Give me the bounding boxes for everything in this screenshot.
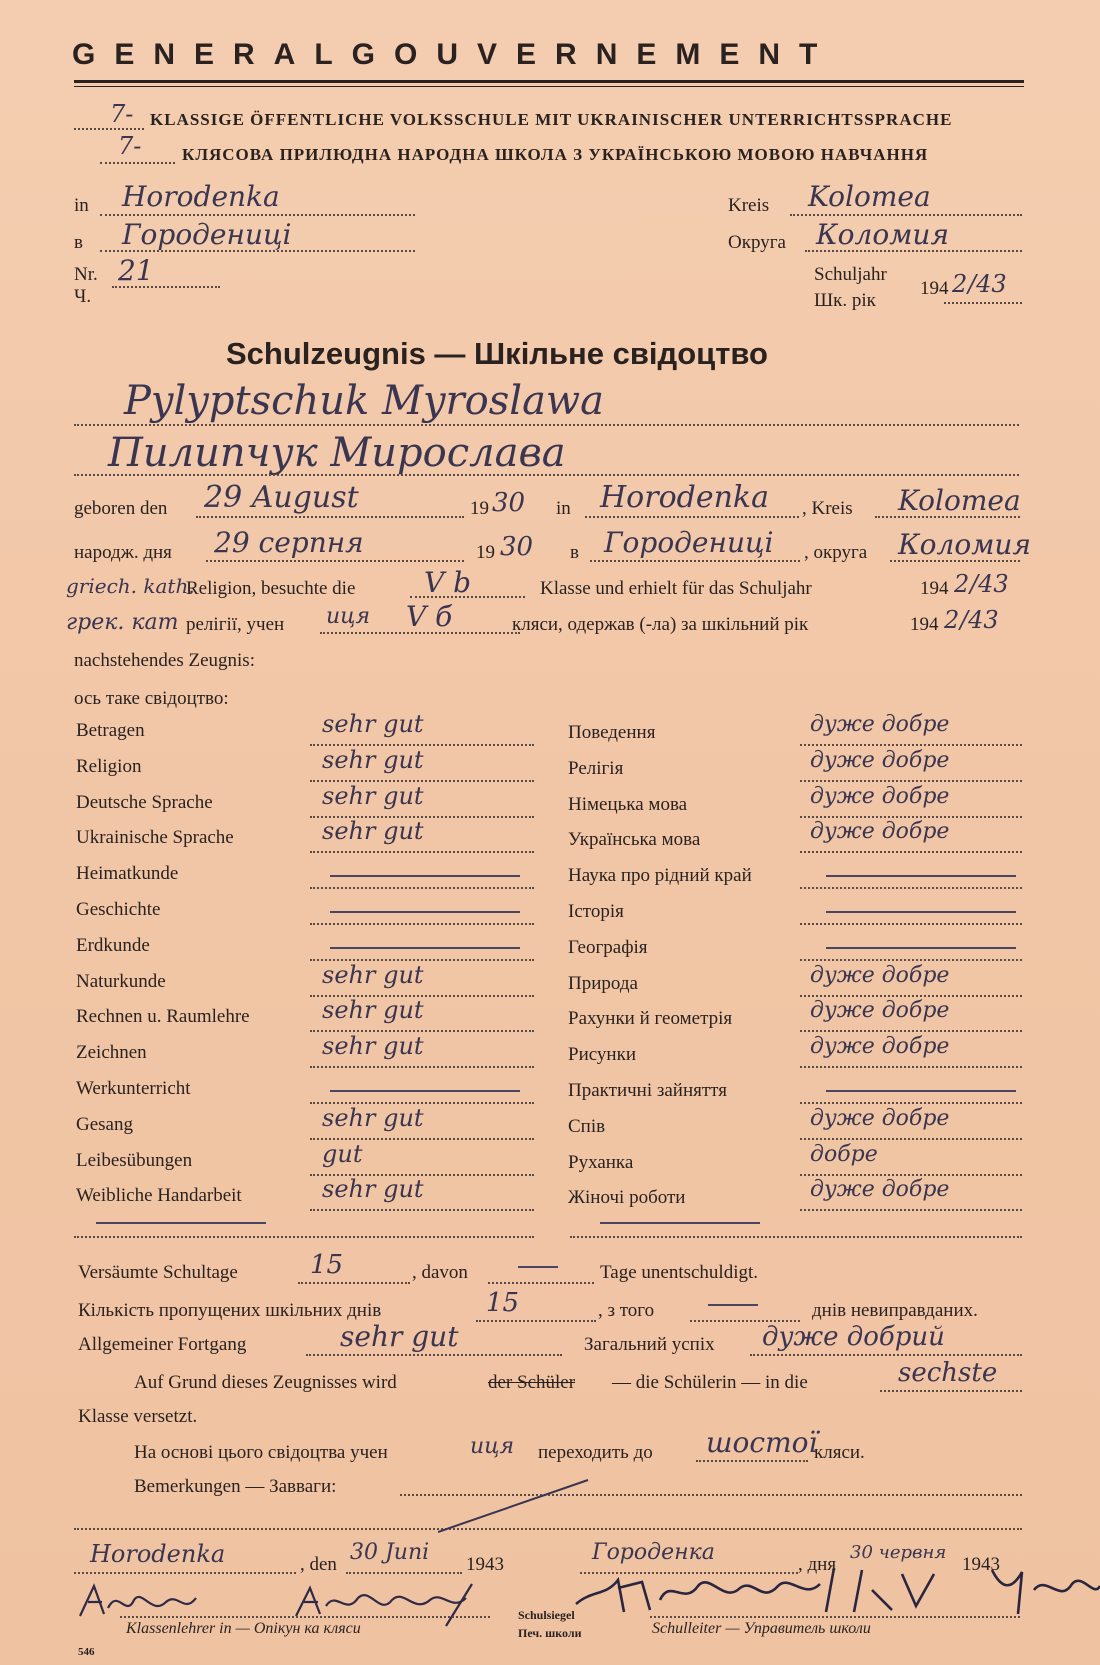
fill-line	[100, 214, 415, 216]
v-label: в	[74, 232, 83, 253]
grade-line-de	[310, 923, 534, 925]
fill-line	[298, 1282, 410, 1284]
fill-line	[74, 424, 1019, 426]
grade-dash-uk	[826, 911, 1016, 913]
class-value-de: V b	[424, 566, 472, 599]
fill-line	[488, 1282, 594, 1284]
grade-uk: дуже добре	[810, 1034, 950, 1059]
grade-uk: дуже добре	[810, 819, 950, 844]
town-uk: Городениці	[122, 218, 292, 251]
promotion-value-uk: шостої	[706, 1426, 818, 1459]
footer-year-uk: 1943	[962, 1554, 1000, 1575]
uchen-suffix: иця	[326, 604, 371, 629]
student-name-de: Pylyptschuk Myroslawa	[124, 378, 604, 424]
absence-tail-de: Tage unentschuldigt.	[600, 1262, 759, 1283]
promotion-value-de: sechste	[898, 1358, 998, 1388]
class-value-uk: V б	[406, 600, 453, 633]
sj-suffix-uk: /43	[960, 606, 999, 634]
okruha-birth-label: , округа	[804, 542, 868, 563]
grade-dash-uk	[826, 947, 1016, 949]
grade-line-uk	[800, 1030, 1022, 1032]
progress-label-uk: Загальний успіх	[584, 1334, 715, 1355]
grade-line-uk	[800, 1138, 1022, 1140]
teacher-caption: Klassenlehrer in — Опікун ка кляси	[126, 1620, 361, 1637]
subject-de: Geschichte	[76, 899, 161, 920]
fill-line	[708, 1304, 758, 1306]
class-count-handwritten-uk: 7-	[118, 132, 142, 160]
fill-line	[346, 1572, 462, 1574]
grade-dash-de	[330, 875, 520, 877]
grade-dash-de	[330, 947, 520, 949]
narodzh-label: народж. дня	[74, 542, 172, 563]
fill-line	[880, 1390, 1022, 1392]
subject-uk: Рахунки й геометрія	[568, 1008, 733, 1029]
nr-label: Nr.	[74, 264, 98, 285]
footer-date-uk: 30 червня	[850, 1542, 947, 1563]
fill-line	[944, 302, 1022, 304]
grade-line-uk	[800, 959, 1022, 961]
klasse-label-de: Klasse und erhielt für das Schuljahr	[540, 578, 812, 599]
fill-line	[120, 1616, 490, 1618]
fill-line	[875, 516, 1020, 518]
header-rule-thin	[74, 86, 1024, 87]
promotion-line-uk-b: переходить до	[538, 1442, 653, 1463]
in-birth-label: in	[556, 498, 571, 519]
geboren-label: geboren den	[74, 498, 168, 519]
birth-place-de: Horodenka	[600, 480, 769, 515]
footer-place-uk: Городенка	[592, 1540, 715, 1565]
footer-place-de: Horodenka	[90, 1540, 226, 1568]
fill-line	[890, 560, 1020, 562]
fill-line	[590, 560, 800, 562]
grade-line-uk	[800, 995, 1022, 997]
sj-fill: 2	[954, 570, 970, 598]
year-suffix: /43	[968, 270, 1007, 298]
grade-de: sehr gut	[322, 1104, 424, 1132]
grade-de: sehr gut	[322, 746, 424, 774]
absence-label-uk: Кількість пропущених шкільних днів	[78, 1300, 382, 1321]
subject-de: Ukrainische Sprache	[76, 827, 234, 848]
seal-caption-uk: Печ. школи	[518, 1626, 582, 1640]
fill-line	[196, 516, 464, 518]
subject-uk: Українська мова	[568, 829, 701, 850]
print-number: 546	[78, 1646, 95, 1658]
grade-de: sehr gut	[322, 1032, 424, 1060]
grade-uk: добре	[810, 1142, 878, 1167]
grade-line-de	[310, 887, 534, 889]
fill-line	[410, 596, 525, 598]
kreis-value-de: Kolomea	[808, 180, 931, 213]
religion-label-uk: релігії, учен	[186, 614, 285, 635]
kreis-birth-label: , Kreis	[802, 498, 853, 519]
progress-value-uk: дуже добрий	[762, 1322, 945, 1352]
fill-line	[74, 1236, 534, 1238]
absence-value-uk: 15	[486, 1288, 520, 1318]
birth-kreis-de: Kolomea	[898, 484, 1021, 517]
fill-line	[320, 632, 520, 634]
birth-year-de: 30	[492, 488, 526, 518]
grade-line-uk	[800, 923, 1022, 925]
grade-line-uk	[800, 780, 1022, 782]
fill-line	[600, 1222, 760, 1224]
class-count-handwritten: 7-	[110, 100, 134, 128]
grade-de: sehr gut	[322, 710, 424, 738]
birth-year-prefix: 19	[470, 498, 489, 519]
school-type-de: KLASSIGE ÖFFENTLICHE VOLKSSCHULE MIT UKRAINISCHER UNTERRICHTSSPRACHE	[150, 110, 953, 129]
birth-place-uk: Городениці	[604, 526, 774, 559]
grade-uk: дуже добре	[810, 963, 950, 988]
school-type-uk: КЛЯСОВА ПРИЛЮДНА НАРОДНА ШКОЛА З УКРАЇНСЬКОЮ МОВОЮ НАВЧАННЯ	[182, 145, 929, 164]
seal-caption-de: Schulsiegel	[518, 1608, 575, 1622]
promotion-line2-de: Klasse versetzt.	[78, 1406, 198, 1427]
fill-line	[112, 286, 220, 288]
subject-uk: Наука про рідний край	[568, 865, 752, 886]
header-rule	[74, 80, 1024, 83]
fill-line	[790, 214, 1022, 216]
birth-date-de: 29 August	[204, 480, 359, 515]
sj-fill-uk: 2	[944, 606, 960, 634]
grade-de: sehr gut	[322, 817, 424, 845]
grade-uk: дуже добре	[810, 748, 950, 773]
grade-uk: дуже добре	[810, 784, 950, 809]
subject-uk: Практичні зайняття	[568, 1080, 727, 1101]
sj-prefix-uk: 194	[910, 614, 939, 635]
fill-line	[585, 516, 799, 518]
subject-de: Gesang	[76, 1114, 133, 1135]
promotion-line-uk-a: На основі цього свідоцтва учен	[134, 1442, 388, 1463]
subject-uk: Жіночі роботи	[568, 1187, 686, 1208]
number-value: 21	[118, 254, 154, 287]
subject-de: Leibesübungen	[76, 1150, 193, 1171]
student-name-uk: Пилипчук Мирослава	[108, 430, 566, 476]
subject-uk: Спів	[568, 1116, 606, 1137]
fill-line	[696, 1460, 808, 1462]
grade-line-uk	[800, 851, 1022, 853]
religion-value-de: griech. kath.	[66, 574, 195, 598]
subject-uk: Руханка	[568, 1152, 634, 1173]
fill-line	[74, 1572, 296, 1574]
grade-line-uk	[800, 887, 1022, 889]
sj-prefix: 194	[920, 578, 949, 599]
fill-line	[750, 1354, 1022, 1356]
subject-de: Zeichnen	[76, 1042, 147, 1063]
birth-date-uk: 29 серпня	[214, 526, 364, 559]
grade-de: sehr gut	[322, 1175, 424, 1203]
progress-value-de: sehr gut	[340, 1320, 459, 1353]
remarks-slash-mark	[438, 1476, 598, 1536]
religion-value-uk: грек. кат	[66, 610, 179, 635]
grade-line-de	[310, 1066, 534, 1068]
kreis-value-uk: Коломия	[816, 218, 949, 251]
subject-de: Betragen	[76, 720, 145, 741]
promotion-line-de-a: Auf Grund dieses Zeugnisses wird	[134, 1372, 397, 1393]
sj-suffix: /43	[970, 570, 1009, 598]
subject-uk: Історія	[568, 901, 624, 922]
year-fill: 2	[952, 270, 968, 298]
fill-line	[306, 1354, 562, 1356]
birth-kreis-uk: Коломия	[898, 528, 1031, 561]
footer-year-de: 1943	[466, 1554, 504, 1575]
document-header-title: GENERALGOUVERNEMENT	[72, 38, 837, 71]
remarks-label: Bemerkungen — Завваги:	[134, 1476, 337, 1497]
absence-tail-uk: днів невиправданих.	[812, 1300, 978, 1321]
grade-uk: дуже добре	[810, 998, 950, 1023]
grade-de: sehr gut	[322, 782, 424, 810]
fill-line	[74, 474, 1019, 476]
schuljahr-label: Schuljahr	[814, 264, 887, 285]
in-label: in	[74, 195, 89, 216]
nachstehendes-label: nachstehendes Zeugnis:	[74, 650, 255, 671]
grade-dash-de	[330, 1090, 520, 1092]
davon-label: , davon	[412, 1262, 468, 1283]
subject-uk: Географія	[568, 937, 648, 958]
subject-de: Heimatkunde	[76, 863, 179, 884]
subject-uk: Рисунки	[568, 1044, 636, 1065]
subject-uk: Поведення	[568, 722, 656, 743]
subject-de: Werkunterricht	[76, 1078, 191, 1099]
footer-date-de: 30 Juni	[350, 1540, 430, 1565]
grade-uk: дуже добре	[810, 712, 950, 737]
fill-line	[476, 1320, 596, 1322]
subject-de: Naturkunde	[76, 971, 166, 992]
kreis-label: Kreis	[728, 195, 770, 216]
grade-uk: дуже добре	[810, 1106, 950, 1131]
promotion-struck-text: der Schüler	[488, 1372, 576, 1393]
grade-uk: дуже добре	[810, 1177, 950, 1202]
grade-dash-uk	[826, 1090, 1016, 1092]
religion-label-de: Religion, besuchte die	[186, 578, 356, 599]
den-label: , den	[300, 1554, 337, 1575]
fill-line	[100, 250, 415, 252]
promotion-line-de-b: — die Schülerin — in die	[612, 1372, 808, 1393]
subject-de: Rechnen u. Raumlehre	[76, 1006, 250, 1027]
z-toho-label: , з того	[598, 1300, 655, 1321]
grade-de: sehr gut	[322, 996, 424, 1024]
klasse-label-uk: кляси, одержав (-ла) за шкільний рік	[512, 614, 809, 635]
subject-uk: Релігія	[568, 758, 624, 779]
town-de: Horodenka	[122, 180, 280, 213]
fill-line	[650, 1616, 1020, 1618]
dnia-label: , дня	[798, 1554, 837, 1575]
subject-de: Erdkunde	[76, 935, 150, 956]
v-birth-label: в	[570, 542, 579, 563]
grade-line-de	[310, 851, 534, 853]
os-take-label: ось таке свідоцтво:	[74, 688, 229, 709]
fill-line	[570, 1236, 1022, 1238]
grade-line-uk	[800, 1174, 1022, 1176]
grade-line-uk	[800, 1102, 1022, 1104]
grade-dash-de	[330, 911, 520, 913]
head-caption: Schulleiter — Управитель школи	[652, 1620, 871, 1637]
grade-de: sehr gut	[322, 961, 424, 989]
subject-uk: Німецька мова	[568, 794, 688, 815]
subject-de: Weibliche Handarbeit	[76, 1185, 242, 1206]
subject-de: Religion	[76, 756, 142, 777]
absence-value-de: 15	[310, 1250, 344, 1280]
progress-label-de: Allgemeiner Fortgang	[78, 1334, 247, 1355]
year-prefix: 194	[920, 278, 949, 299]
fill-line	[805, 250, 1022, 252]
absence-label-de: Versäumte Schultage	[78, 1262, 238, 1283]
certificate-title: Schulzeugnis — Шкільне свідоцтво	[226, 336, 768, 371]
fill-line	[74, 128, 144, 130]
grade-line-de	[310, 1209, 534, 1211]
subject-uk: Природа	[568, 973, 638, 994]
fill-line	[518, 1266, 558, 1268]
grade-line-uk	[800, 744, 1022, 746]
fill-line	[206, 560, 464, 562]
grade-dash-uk	[826, 875, 1016, 877]
promotion-uk-suffix: иця	[470, 1434, 515, 1459]
ch-label: Ч.	[74, 286, 92, 307]
grade-line-uk	[800, 1209, 1022, 1211]
fill-line	[100, 162, 175, 164]
birth-year-uk: 30	[500, 532, 534, 562]
okruha-label: Округа	[728, 232, 786, 253]
fill-line	[96, 1222, 266, 1224]
shk-rik-label: Шк. рік	[814, 290, 876, 311]
subject-de: Deutsche Sprache	[76, 792, 213, 813]
grade-line-uk	[800, 1066, 1022, 1068]
grade-line-uk	[800, 816, 1022, 818]
promotion-tail-uk: кляси.	[814, 1442, 865, 1463]
grade-de: gut	[322, 1140, 363, 1168]
birth-year-prefix-uk: 19	[476, 542, 495, 563]
